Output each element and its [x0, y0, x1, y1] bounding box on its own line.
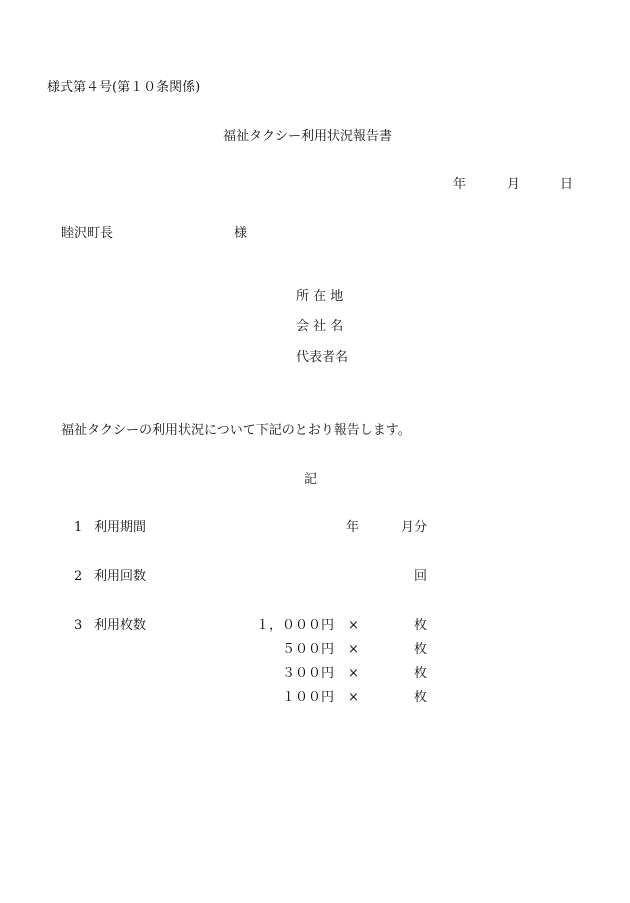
- item-1-year: 年: [346, 520, 360, 535]
- sheet-row-amount: １００円: [281, 690, 334, 705]
- addressee-name: 睦沢町長: [61, 226, 114, 241]
- sheet-row-amount: １，０００円: [255, 618, 334, 633]
- company-name-label: 会 社 名: [296, 319, 344, 334]
- sheet-row-times: ×: [348, 642, 359, 657]
- sheet-row-unit: 枚: [414, 690, 428, 705]
- ki-heading: 記: [304, 472, 318, 487]
- date-year: 年: [453, 177, 467, 192]
- date-month: 月: [507, 177, 521, 192]
- date-day: 日: [560, 177, 574, 192]
- addressee-honorific: 様: [234, 226, 248, 241]
- sheet-row-times: ×: [348, 618, 359, 633]
- address-label: 所 在 地: [296, 289, 344, 304]
- item-3-label: 利用枚数: [94, 618, 147, 633]
- report-statement: 福祉タクシーの利用状況について下記のとおり報告します。: [61, 423, 411, 438]
- sheet-row-times: ×: [348, 690, 359, 705]
- document-title: 福祉タクシー利用状況報告書: [223, 129, 393, 144]
- item-1-number: 1: [74, 520, 83, 535]
- item-1-label: 利用期間: [94, 520, 147, 535]
- item-1-month: 月分: [401, 520, 428, 535]
- item-2-label: 利用回数: [94, 569, 147, 584]
- sheet-row-times: ×: [348, 666, 359, 681]
- item-2-unit: 回: [414, 569, 428, 584]
- form-number: 様式第４号(第１０条関係): [47, 80, 201, 95]
- sheet-row-amount: ３００円: [281, 666, 334, 681]
- item-2-number: 2: [74, 569, 83, 584]
- sheet-row-unit: 枚: [414, 642, 428, 657]
- sheet-row-amount: ５００円: [281, 642, 334, 657]
- sheet-row-unit: 枚: [414, 666, 428, 681]
- sheet-row-unit: 枚: [414, 618, 428, 633]
- item-3-number: 3: [74, 618, 83, 633]
- representative-label: 代表者名: [296, 350, 349, 365]
